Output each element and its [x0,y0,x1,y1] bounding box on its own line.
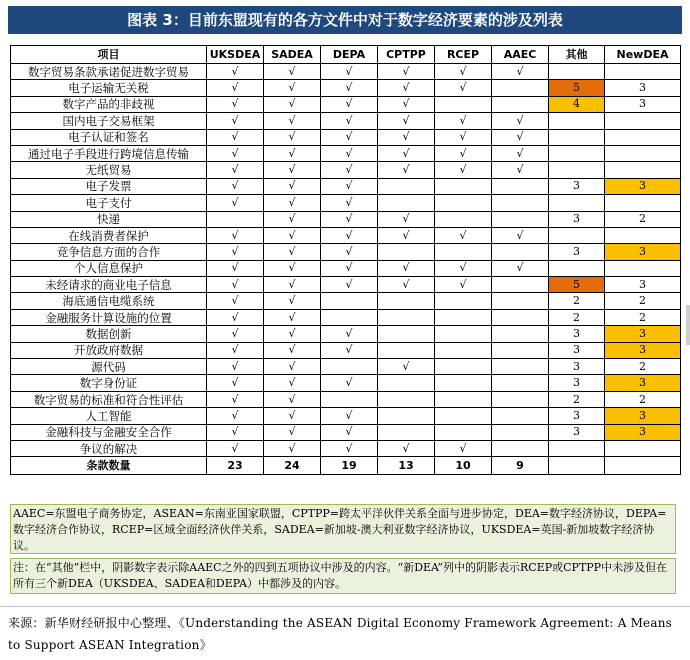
cell-other: 3 [549,375,605,391]
cell-sadea: √ [264,113,321,129]
total-rcep: 10 [435,457,492,475]
cell-uksdea: √ [207,145,264,161]
total-aaec: 9 [492,457,549,475]
row-item-label: 数据创新 [11,326,207,342]
cell-newdea: 3 [605,277,681,293]
cell-rcep [435,244,492,260]
table-row [11,309,681,325]
cell-cptpp [378,326,435,342]
cell-cptpp [378,195,435,211]
cell-depa [321,293,378,309]
header-sadea: SADEA [264,46,321,64]
cell-cptpp: √ [378,113,435,129]
cell-sadea: √ [264,64,321,80]
table-row [11,145,681,161]
cell-newdea [605,145,681,161]
cell-cptpp: √ [378,277,435,293]
cell-aaec [492,424,549,440]
agreement-table-container [10,45,680,475]
cell-rcep: √ [435,260,492,276]
cell-depa: √ [321,113,378,129]
cell-sadea: √ [264,211,321,227]
cell-newdea: 3 [605,244,681,260]
cell-newdea: 3 [605,408,681,424]
header-rcep: RCEP [435,46,492,64]
header-cptpp: CPTPP [378,46,435,64]
cell-sadea: √ [264,227,321,243]
total-depa: 19 [321,457,378,475]
cell-aaec [492,375,549,391]
cell-sadea: √ [264,129,321,145]
cell-uksdea: √ [207,375,264,391]
cell-aaec [492,80,549,96]
cell-aaec [492,277,549,293]
cell-aaec [492,326,549,342]
cell-cptpp: √ [378,80,435,96]
row-item-label: 数字贸易的标准和符合性评估 [11,391,207,407]
cell-other: 4 [549,96,605,112]
total-newdea [605,457,681,475]
cell-rcep [435,293,492,309]
cell-aaec [492,440,549,456]
cell-sadea: √ [264,375,321,391]
row-item-label: 电子支付 [11,195,207,211]
cell-uksdea: √ [207,64,264,80]
cell-uksdea: √ [207,96,264,112]
table-row [11,178,681,194]
table-row [11,440,681,456]
cell-rcep: √ [435,227,492,243]
cell-depa: √ [321,96,378,112]
row-item-label: 金融科技与金融安全合作 [11,424,207,440]
cell-sadea: √ [264,277,321,293]
cell-uksdea: √ [207,244,264,260]
cell-uksdea: √ [207,359,264,375]
table-row [11,195,681,211]
cell-other: 3 [549,342,605,358]
cell-aaec [492,211,549,227]
cell-cptpp: √ [378,64,435,80]
cell-depa: √ [321,80,378,96]
total-row [11,457,681,475]
cell-sadea: √ [264,195,321,211]
cell-newdea [605,64,681,80]
cell-other [549,64,605,80]
cell-sadea: √ [264,359,321,375]
row-item-label: 数字身份证 [11,375,207,391]
cell-newdea: 3 [605,342,681,358]
table-row [11,391,681,407]
cell-cptpp [378,244,435,260]
cell-depa: √ [321,162,378,178]
row-item-label: 数字贸易条款承诺促进数字贸易 [11,64,207,80]
table-row [11,293,681,309]
cell-other: 2 [549,391,605,407]
cell-rcep: √ [435,440,492,456]
cell-newdea: 2 [605,359,681,375]
cell-uksdea: √ [207,326,264,342]
row-item-label: 无纸贸易 [11,162,207,178]
cell-other: 3 [549,244,605,260]
cell-aaec: √ [492,162,549,178]
cell-cptpp: √ [378,96,435,112]
cell-newdea: 2 [605,391,681,407]
cell-depa: √ [321,260,378,276]
scrollbar-handle[interactable] [686,305,690,345]
header-uksdea: UKSDEA [207,46,264,64]
cell-other [549,440,605,456]
figure-title: 图表 3：目前东盟现有的各方文件中对于数字经济要素的涉及列表 [8,6,682,34]
cell-sadea: √ [264,408,321,424]
cell-uksdea: √ [207,391,264,407]
cell-depa: √ [321,244,378,260]
cell-depa: √ [321,375,378,391]
table-row [11,359,681,375]
cell-other [549,113,605,129]
cell-newdea: 2 [605,293,681,309]
cell-other: 3 [549,178,605,194]
cell-other [549,162,605,178]
cell-sadea: √ [264,260,321,276]
cell-cptpp: √ [378,260,435,276]
cell-sadea: √ [264,162,321,178]
cell-depa: √ [321,342,378,358]
cell-aaec [492,342,549,358]
cell-cptpp [378,309,435,325]
cell-other [549,129,605,145]
cell-newdea: 3 [605,80,681,96]
cell-sadea: √ [264,342,321,358]
cell-newdea: 2 [605,309,681,325]
cell-rcep [435,408,492,424]
cell-newdea [605,113,681,129]
cell-rcep [435,326,492,342]
cell-rcep: √ [435,129,492,145]
table-row [11,424,681,440]
cell-newdea [605,227,681,243]
table-body [11,64,681,457]
cell-newdea: 3 [605,96,681,112]
cell-cptpp: √ [378,129,435,145]
cell-uksdea: √ [207,162,264,178]
table-row [11,162,681,178]
cell-aaec [492,359,549,375]
cell-sadea: √ [264,178,321,194]
table-row [11,129,681,145]
cell-cptpp [378,342,435,358]
cell-cptpp: √ [378,145,435,161]
cell-other: 3 [549,408,605,424]
cell-rcep [435,195,492,211]
cell-sadea: √ [264,326,321,342]
cell-uksdea [207,211,264,227]
row-item-label: 竞争信息方面的合作 [11,244,207,260]
cell-uksdea: √ [207,408,264,424]
cell-aaec: √ [492,129,549,145]
header-item: 项目 [11,46,207,64]
total-label: 条款数量 [11,457,207,475]
row-item-label: 海底通信电缆系统 [11,293,207,309]
cell-uksdea: √ [207,342,264,358]
cell-rcep: √ [435,145,492,161]
cell-uksdea: √ [207,309,264,325]
cell-uksdea: √ [207,129,264,145]
cell-uksdea: √ [207,260,264,276]
header-other: 其他 [549,46,605,64]
cell-cptpp: √ [378,227,435,243]
table-row [11,342,681,358]
cell-rcep [435,391,492,407]
cell-depa: √ [321,178,378,194]
total-cptpp: 13 [378,457,435,475]
cell-depa: √ [321,129,378,145]
row-item-label: 在线消费者保护 [11,227,207,243]
cell-depa: √ [321,424,378,440]
cell-depa [321,359,378,375]
cell-rcep: √ [435,80,492,96]
cell-aaec [492,96,549,112]
cell-newdea: 3 [605,375,681,391]
cell-aaec [492,244,549,260]
agreement-table [10,45,681,475]
source-text: 来源：新华财经研报中心整理、《Understanding the ASEAN Digital Economy Framework Agreement: A Means to Support ASEAN Integration》 [8,616,673,652]
cell-aaec: √ [492,113,549,129]
cell-newdea: 3 [605,326,681,342]
cell-cptpp [378,375,435,391]
cell-other: 5 [549,277,605,293]
cell-other: 5 [549,80,605,96]
cell-rcep: √ [435,64,492,80]
cell-rcep [435,359,492,375]
cell-aaec [492,293,549,309]
cell-cptpp: √ [378,440,435,456]
cell-newdea [605,129,681,145]
cell-rcep: √ [435,113,492,129]
cell-cptpp [378,391,435,407]
row-item-label: 电子发票 [11,178,207,194]
shading-note: 注：在“其他”栏中，阴影数字表示除AAEC之外的四到五项协议中涉及的内容。“新DEA”列中的阴影表示RCEP或CPTPP中未涉及但在所有三个新DEA（UKSDEA、SADEA和DEPA）中都涉及的内容。 [10,558,676,594]
cell-other [549,145,605,161]
cell-cptpp [378,424,435,440]
cell-other [549,260,605,276]
total-uksdea: 23 [207,457,264,475]
cell-cptpp [378,293,435,309]
table-row [11,375,681,391]
cell-sadea: √ [264,391,321,407]
cell-sadea: √ [264,145,321,161]
cell-sadea: √ [264,440,321,456]
table-row [11,227,681,243]
cell-rcep [435,375,492,391]
cell-aaec [492,178,549,194]
cell-rcep [435,178,492,194]
cell-aaec: √ [492,260,549,276]
cell-depa: √ [321,227,378,243]
row-item-label: 人工智能 [11,408,207,424]
cell-uksdea: √ [207,80,264,96]
cell-sadea: √ [264,244,321,260]
cell-cptpp [378,178,435,194]
cell-sadea: √ [264,424,321,440]
total-other [549,457,605,475]
cell-newdea [605,440,681,456]
cell-sadea: √ [264,293,321,309]
cell-depa: √ [321,440,378,456]
table-row [11,80,681,96]
table-row [11,96,681,112]
cell-cptpp: √ [378,211,435,227]
cell-rcep [435,424,492,440]
cell-depa: √ [321,211,378,227]
cell-newdea [605,162,681,178]
cell-other: 3 [549,211,605,227]
table-row [11,113,681,129]
table-row [11,260,681,276]
cell-depa: √ [321,277,378,293]
cell-depa: √ [321,195,378,211]
cell-uksdea: √ [207,293,264,309]
cell-rcep [435,309,492,325]
row-item-label: 开放政府数据 [11,342,207,358]
table-row [11,64,681,80]
cell-uksdea: √ [207,424,264,440]
cell-newdea: 3 [605,424,681,440]
cell-newdea [605,260,681,276]
cell-aaec [492,195,549,211]
cell-cptpp [378,408,435,424]
cell-uksdea: √ [207,195,264,211]
cell-aaec: √ [492,64,549,80]
cell-newdea: 2 [605,211,681,227]
cell-rcep [435,342,492,358]
cell-other: 2 [549,309,605,325]
cell-depa: √ [321,145,378,161]
cell-rcep [435,96,492,112]
cell-other: 3 [549,359,605,375]
cell-depa [321,309,378,325]
cell-depa [321,391,378,407]
cell-other: 3 [549,326,605,342]
cell-depa: √ [321,64,378,80]
cell-uksdea: √ [207,178,264,194]
cell-uksdea: √ [207,277,264,293]
row-item-label: 未经请求的商业电子信息 [11,277,207,293]
row-item-label: 数字产品的非歧视 [11,96,207,112]
table-row [11,244,681,260]
total-sadea: 24 [264,457,321,475]
cell-rcep: √ [435,162,492,178]
cell-sadea: √ [264,309,321,325]
cell-other [549,227,605,243]
table-row [11,408,681,424]
cell-aaec: √ [492,227,549,243]
cell-newdea: 3 [605,178,681,194]
cell-aaec [492,408,549,424]
table-row [11,326,681,342]
row-item-label: 通过电子手段进行跨境信息传输 [11,145,207,161]
abbreviation-note: AAEC=东盟电子商务协定，ASEAN=东南亚国家联盟，CPTPP=跨太平洋伙伴关系全面与进步协定，DEA=数字经济协议，DEPA=数字经济合作协议，RCEP=区域全面经济伙伴关系，SADEA=新加坡-澳大利亚数字经济协议，UKSDEA=英国-新加坡数字经济协议。 [10,504,676,554]
row-item-label: 源代码 [11,359,207,375]
cell-aaec [492,391,549,407]
row-item-label: 电子运输无关税 [11,80,207,96]
cell-aaec [492,309,549,325]
row-item-label: 金融服务计算设施的位置 [11,309,207,325]
cell-cptpp: √ [378,162,435,178]
cell-rcep: √ [435,277,492,293]
cell-uksdea: √ [207,113,264,129]
cell-other: 2 [549,293,605,309]
header-newdea: NewDEA [605,46,681,64]
row-item-label: 国内电子交易框架 [11,113,207,129]
cell-depa: √ [321,408,378,424]
cell-other: 3 [549,424,605,440]
cell-other [549,195,605,211]
cell-sadea: √ [264,80,321,96]
table-row [11,211,681,227]
header-depa: DEPA [321,46,378,64]
cell-uksdea: √ [207,227,264,243]
row-item-label: 个人信息保护 [11,260,207,276]
table-header-row [11,46,681,64]
cell-aaec: √ [492,145,549,161]
divider [0,606,690,607]
table-row [11,277,681,293]
cell-rcep [435,211,492,227]
cell-sadea: √ [264,96,321,112]
cell-cptpp: √ [378,359,435,375]
cell-newdea [605,195,681,211]
row-item-label: 快递 [11,211,207,227]
row-item-label: 电子认证和签名 [11,129,207,145]
cell-depa: √ [321,326,378,342]
row-item-label: 争议的解决 [11,440,207,456]
cell-uksdea: √ [207,440,264,456]
header-aaec: AAEC [492,46,549,64]
